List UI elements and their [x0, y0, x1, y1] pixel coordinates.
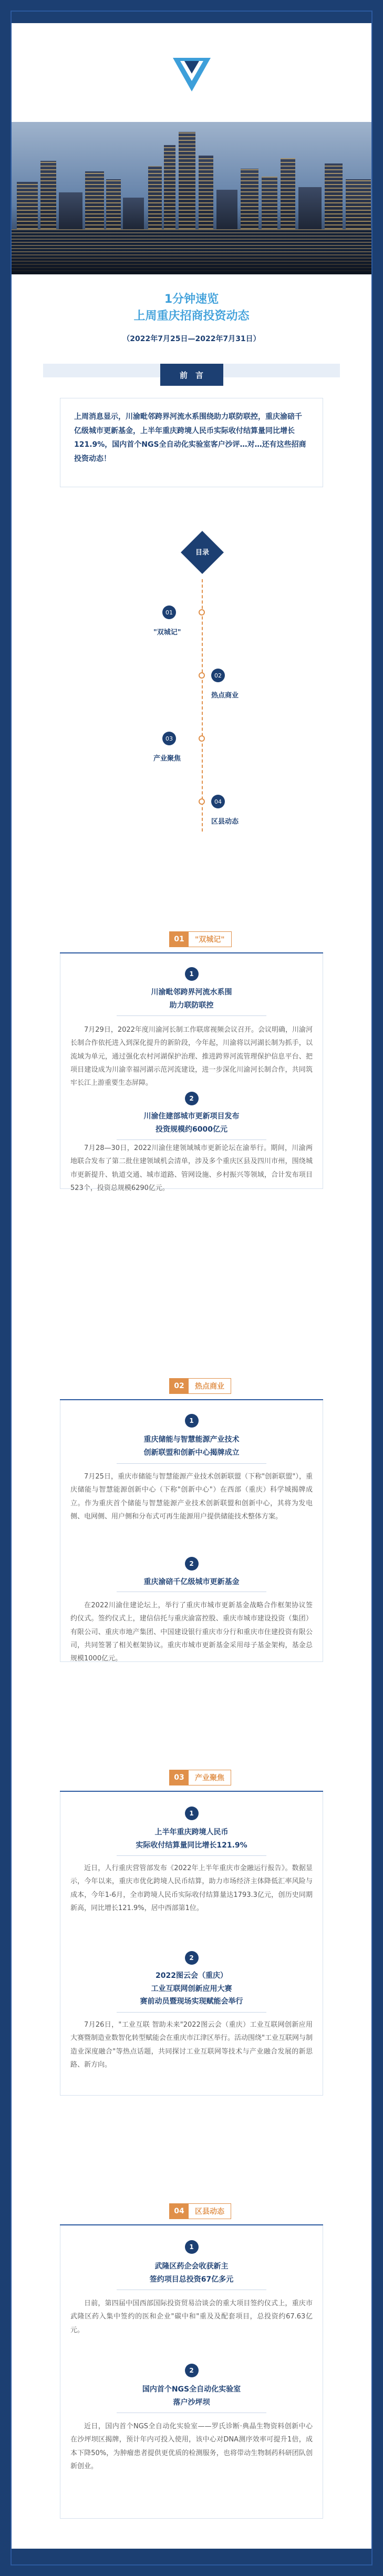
section-4-rule: [60, 2224, 323, 2225]
toc-item-4-num: 04: [211, 795, 225, 808]
toc-item-1-label[interactable]: "双城记": [153, 629, 181, 637]
s1-item1-title: 川渝毗邻跨界河流水系围 助力联防联控: [151, 988, 232, 1010]
s4-item1-title: 武隆区药企会收获新主 签约项目总投资67亿多元: [149, 2262, 234, 2284]
s2-item2-num: 2: [185, 1557, 199, 1571]
toc-dot-2: [199, 672, 205, 679]
section-1-header: [169, 931, 232, 947]
page-title-line2: 上周重庆招商投资动态: [133, 310, 250, 323]
section-1-rule: [60, 952, 323, 953]
s3-item2-body: 7月26日，"工业互联 智助未来"2022图云会（重庆）工业互联网创新应用大赛暨制造业数智化转型赋能会在重庆市江津区举行。活动围绕"工业互联网与制造业深度融合"等热点话题，共同探讨工业互联网等技术与产业融合发展的新思路、新方向。: [70, 2021, 313, 2069]
top-banner-bar: [12, 12, 371, 23]
preface-tab: 前 言: [160, 364, 223, 386]
section-3-header: [169, 1770, 231, 1785]
s1-item1-sep: [117, 1015, 266, 1016]
section-3-num: 03: [170, 1770, 189, 1785]
section-4-num: 04: [170, 2203, 189, 2219]
section-4-header: [169, 2203, 231, 2219]
toc-item-2-num: 02: [211, 669, 225, 682]
section-3-name: 产业聚焦: [195, 1774, 224, 1782]
section-2-num: 02: [170, 1378, 189, 1394]
section-4-name: 区县动态: [195, 2208, 224, 2216]
s2-item1-sep: [117, 1463, 266, 1464]
s3-item1-title: 上半年重庆跨境人民币 实际收付结算量同比增长121.9%: [136, 1828, 247, 1850]
s1-item1-num: 1: [185, 967, 199, 981]
s4-item1-num: 1: [185, 2240, 199, 2254]
s4-item2-title: 国内首个NGS全自动化实验室 落户沙坪坝: [142, 2385, 241, 2407]
preface-text: 上周消息显示，川渝毗邻跨界河流水系围绕助力联防联控，重庆渝碚千亿级城市更新基金，上半年重庆跨境人民币实际收付结算量同比增长121.9%，国内首个NGS全自动化实验室客户沙评…对…还有这些招商投资动态！: [60, 398, 323, 487]
city-skyline-image: [12, 122, 371, 274]
s1-item1-body: 7月29日，2022年度川渝河长制工作联席视频会议召开。会议明确，川渝河长制合作依托进入到深化提升的新阶段，今年起，川渝将以河湖长制为抓手，以流域为单元，通过强化农村河湖保护治理、推进跨界河流管理保护信息平台、把项目建设成为川渝幸福河湖示范河流建设，进一步深化川渝河长制合作，共同筑牢长江上游重要生态屏障。: [70, 1026, 313, 1087]
section-1-name: "双城记": [195, 936, 225, 944]
s3-item1-num: 1: [185, 1807, 199, 1820]
s3-item1-sep: [117, 1855, 266, 1856]
section-1-num: 01: [170, 931, 189, 947]
toc-item-4-label[interactable]: 区县动态: [211, 818, 239, 826]
toc-dot-3: [199, 735, 205, 742]
s2-item1-num: 1: [185, 1414, 199, 1428]
s2-item2-body: 在2022川渝住建论坛上，举行了重庆市城市更新基金战略合作框架协议签约仪式。签约仪式上，建信信托与重庆渝富控股、重庆市城市建设投资（集团）有限公司、重庆市地产集团、中国建设银行重庆市分行和重庆市住建投资有限公司，共同签署了相关框架协议。重庆市城市更新基金采用母子基金架构，基金总规模1000亿元。: [70, 1602, 313, 1663]
toc-timeline: [202, 579, 203, 832]
footer-bar: [12, 2549, 371, 2564]
s3-item1-body: 近日，人行重庆营管部发布《2022年上半年重庆市金融运行报告》。数据显示，今年以来，重庆市优化跨境人民币结算，助力市场经济主体降低汇率风险与成本，今年1-6月，全市跨境人民币实际收付结算量达1793.3亿元，创历史同期新高，同比增长121.9%，居中西部第1位。: [70, 1864, 313, 1913]
s3-item2-num: 2: [185, 1951, 199, 1965]
toc-dot-1: [199, 609, 205, 615]
preface-header: [43, 364, 340, 380]
toc-dot-4: [199, 798, 205, 805]
page-container: [11, 11, 372, 2565]
toc-item-1-num: 01: [162, 605, 176, 619]
page-title-line1: 1分钟速览: [164, 293, 219, 306]
section-2-name: 热点商业: [195, 1382, 224, 1391]
s1-item2-body: 7月28—30日，2022川渝住建领域城市更新论坛在渝举行。期间，川渝两地联合发布了第二批住建领域机会清单，涉及多个重庆区县及四川市州，围绕城市更新提升、轨道交通、城市道路、管网设施、乡村振兴等领域，合计发布项目523个，投资总规模6290亿元。: [70, 1144, 313, 1193]
s4-item2-body: 近日，国内首个NGS全自动化实验室——罗氏诊断·典晶生物资料创新中心在沙坪坝区揭牌，预计年内可投入使用，该中心对DNA测序效率可提升1倍，成本下降50%，为肿瘤患者提供更优质的检测服务，也将带动生物制药科研团队创新创业。: [70, 2423, 313, 2471]
toc-item-3-num: 03: [162, 732, 176, 745]
s3-item2-sep: [117, 2012, 266, 2013]
section-3-rule: [60, 1791, 323, 1792]
section-2-header: [169, 1378, 231, 1394]
s4-item1-body: 日前，第四届中国西部国际投资贸易洽谈会的重大项目签约仪式上，重庆市武隆区药入集中签约的医和企业"碳中和"重及及配套项目，总投资约67.63亿元。: [70, 2300, 313, 2334]
s2-item2-title: 重庆渝碚千亿级城市更新基金: [143, 1578, 240, 1586]
toc-item-2-label[interactable]: 热点商业: [211, 692, 239, 700]
s2-item1-body: 7月25日，重庆市储能与智慧能源产业技术创新联盟（下称"创新联盟"），重庆储能与智慧能源创新中心（下称"创新中心"）在西部（重庆）科学城揭牌成立。作为重庆首个储能与智慧能源产业技术创新联盟和创新中心，其将为发电侧、电网侧、用户侧和分布式可再生能源用户提供储能技术整体方案。: [70, 1473, 313, 1521]
s2-item1-title: 重庆储能与智慧能源产业技术 创新联盟和创新中心揭牌成立: [143, 1435, 240, 1457]
logo-icon: [171, 54, 213, 96]
toc-item-3-label[interactable]: 产业聚焦: [153, 755, 181, 763]
s3-item2-title: 2022图云会（重庆） 工业互联网创新应用大赛 赛前动员暨现场实现赋能会举行: [140, 1972, 243, 2006]
s4-item2-num: 2: [185, 2364, 199, 2377]
toc-label: 目录: [195, 549, 209, 557]
section-2-rule: [60, 1399, 323, 1400]
date-range: （2022年7月25日—2022年7月31日）: [122, 335, 261, 343]
s1-item2-title: 川渝住建部城市更新项目发布 投资规模约6000亿元: [143, 1112, 240, 1134]
s1-item2-num: 2: [185, 1092, 199, 1105]
